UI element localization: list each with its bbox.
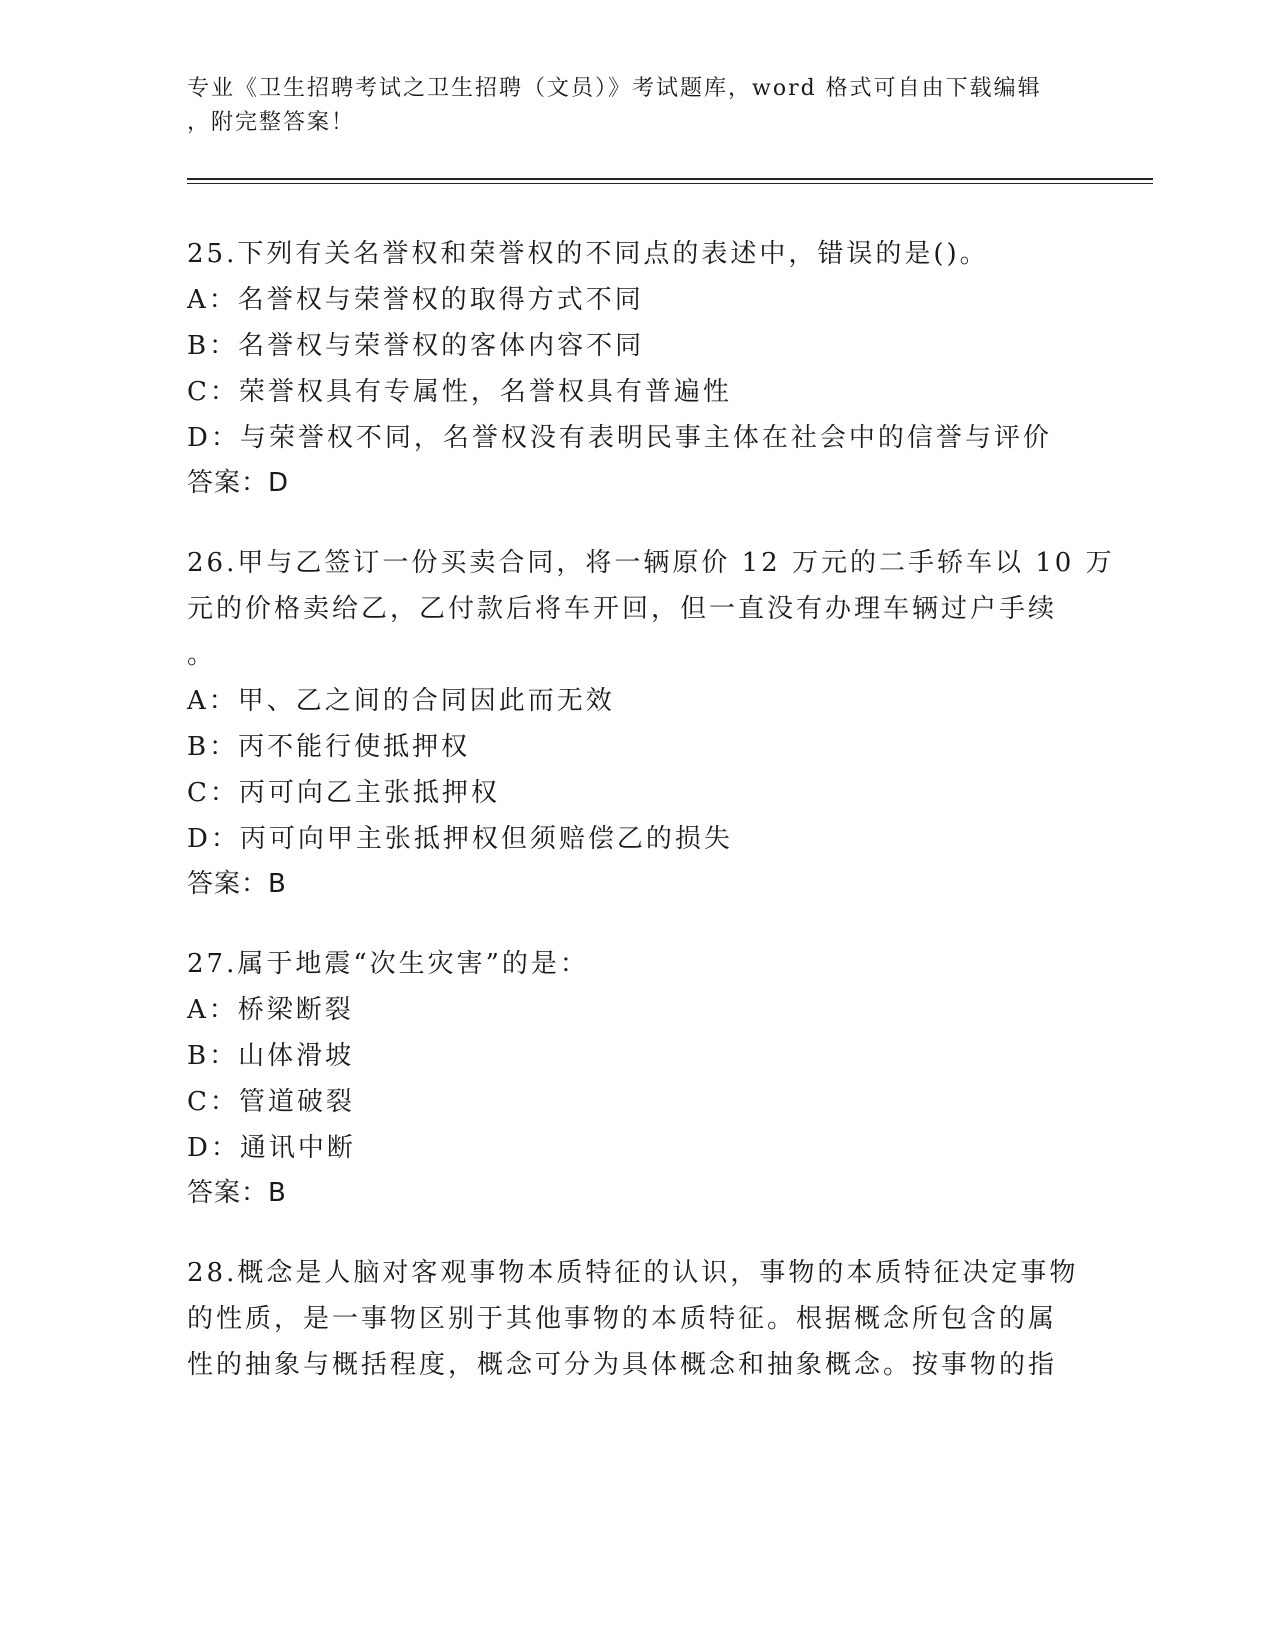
question-stem: 元的价格卖给乙，乙付款后将车开回，但一直没有办理车辆过户手续 [187, 594, 1058, 624]
option-b: B：山体滑坡 [187, 1041, 355, 1071]
question-stem: 26.甲与乙签订一份买卖合同，将一辆原价 12 万元的二手轿车以 10 万 [187, 548, 1115, 578]
option-d: D：与荣誉权不同，名誉权没有表明民事主体在社会中的信誉与评价 [187, 423, 1052, 453]
question-stem: 的性质，是一事物区别于其他事物的本质特征。根据概念所包含的属 [187, 1304, 1058, 1334]
question-list [187, 231, 1115, 1423]
option-d: D：通讯中断 [187, 1133, 356, 1163]
option-a: A：桥梁断裂 [187, 995, 354, 1025]
option-b: B：丙不能行使抵押权 [187, 732, 471, 762]
answer: 答案：D [187, 468, 290, 498]
header-divider-thick [187, 178, 1153, 180]
header-divider-thin [187, 183, 1153, 184]
option-c: C：丙可向乙主张抵押权 [187, 778, 500, 808]
header-line: 专业《卫生招聘考试之卫生招聘（文员）》考试题库，word 格式可自由下载编辑 [187, 76, 1042, 101]
option-a: A：名誉权与荣誉权的取得方式不同 [187, 285, 644, 315]
question-stem: 。 [187, 640, 217, 670]
document-header [187, 72, 1067, 140]
answer: 答案：B [187, 869, 287, 899]
question-26 [187, 540, 1115, 906]
question-27 [187, 941, 1087, 1215]
question-stem: 28.概念是人脑对客观事物本质特征的认识，事物的本质特征决定事物 [187, 1258, 1079, 1288]
option-a: A：甲、乙之间的合同因此而无效 [187, 686, 615, 716]
option-c: C：荣誉权具有专属性，名誉权具有普遍性 [187, 377, 732, 407]
option-b: B：名誉权与荣誉权的客体内容不同 [187, 331, 645, 361]
question-28 [187, 1250, 1087, 1388]
question-25 [187, 231, 1087, 505]
question-stem: 27.属于地震“次生灾害”的是： [187, 949, 589, 979]
header-line: ，附完整答案！ [187, 110, 356, 135]
answer: 答案：B [187, 1178, 287, 1208]
question-stem: 25.下列有关名誉权和荣誉权的不同点的表述中，错误的是()。 [187, 239, 989, 269]
option-d: D：丙可向甲主张抵押权但须赔偿乙的损失 [187, 824, 733, 854]
question-stem: 性的抽象与概括程度，概念可分为具体概念和抽象概念。按事物的指 [187, 1350, 1058, 1380]
option-c: C：管道破裂 [187, 1087, 355, 1117]
